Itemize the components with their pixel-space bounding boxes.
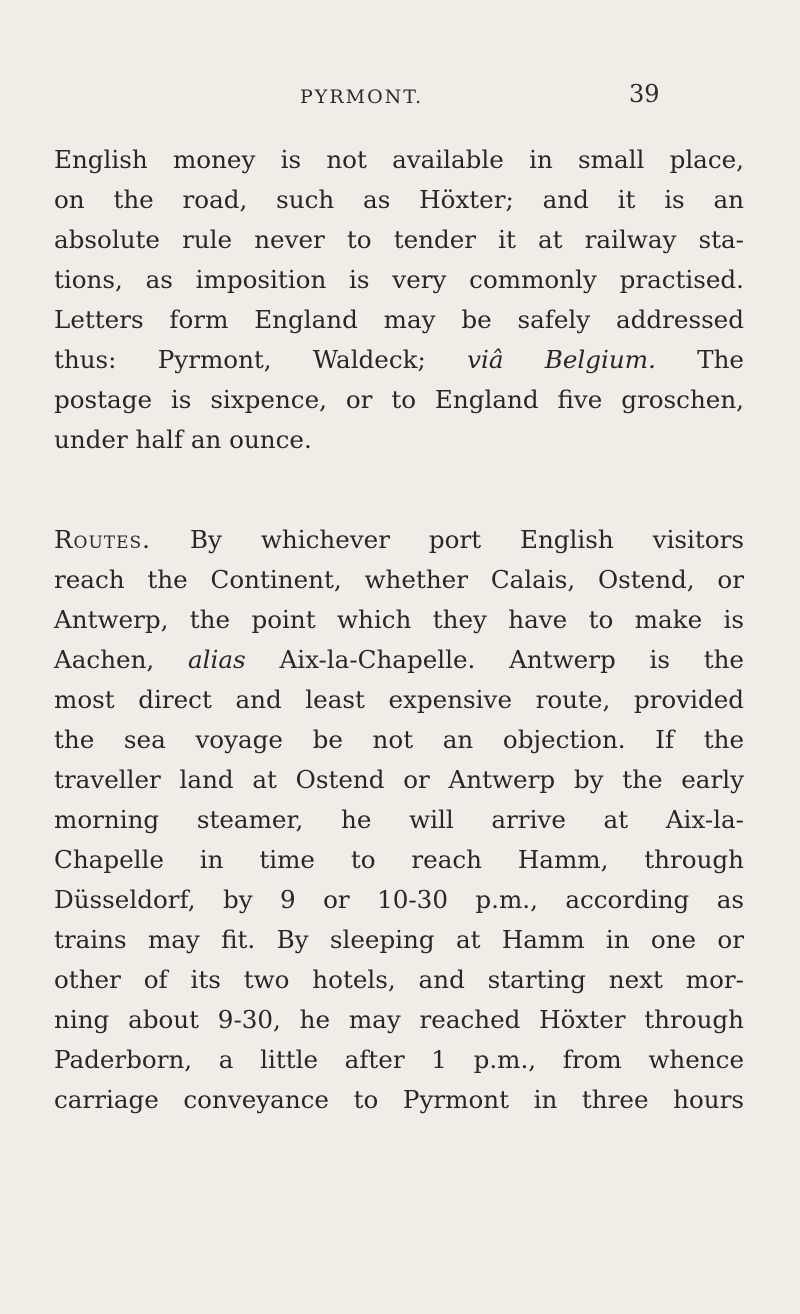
- text-line: carriage conveyance to Pyrmont in three hours: [54, 1085, 744, 1114]
- text-line: traveller land at Ostend or Antwerp by the early: [54, 765, 744, 794]
- text-segment: By whichever port English visitors: [189, 525, 744, 554]
- text-line: Chapelle in time to reach Hamm, through: [54, 845, 744, 874]
- text-line: on the road, such as Höxter; and it is an: [54, 185, 744, 214]
- text-line: other of its two hotels, and starting next mor-: [54, 965, 744, 994]
- text-line: [54, 520, 744, 560]
- italic-text: alias: [188, 645, 246, 674]
- page-number: 39: [629, 80, 660, 108]
- text-line: reach the Continent, whether Calais, Ostend, or: [54, 565, 744, 594]
- text-segment: thus: Pyrmont, Waldeck;: [54, 345, 426, 374]
- text-line: Paderborn, a little after 1 p.m., from whence: [54, 1045, 744, 1074]
- section-heading-routes: Routes.: [54, 525, 151, 554]
- text-line: trains may fit. By sleeping at Hamm in one or: [54, 925, 744, 954]
- running-title: PYRMONT.: [300, 86, 424, 108]
- text-segment: Aix-la-Chapelle. Antwerp is the: [279, 645, 744, 674]
- text-line: [54, 340, 744, 380]
- text-line: Düsseldorf, by 9 or 10-30 p.m., according as: [54, 885, 744, 914]
- text-line: the sea voyage be not an objection. If the: [54, 725, 744, 754]
- text-line: postage is sixpence, or to England five groschen,: [54, 385, 744, 414]
- text-line: under half an ounce.: [54, 425, 312, 454]
- text-line: morning steamer, he will arrive at Aix-la-: [54, 805, 744, 834]
- text-line: English money is not available in small place,: [54, 145, 744, 174]
- text-line: absolute rule never to tender it at railway sta-: [54, 225, 744, 254]
- text-line: [54, 640, 744, 680]
- text-line: Letters form England may be safely addressed: [54, 305, 744, 334]
- italic-text: viâ Belgium.: [467, 345, 656, 374]
- text-segment: Aachen,: [54, 645, 155, 674]
- text-line: tions, as imposition is very commonly practised.: [54, 265, 744, 294]
- running-head: [0, 80, 800, 116]
- text-line: Antwerp, the point which they have to make is: [54, 605, 744, 634]
- text-segment: The: [697, 345, 744, 374]
- text-line: ning about 9-30, he may reached Höxter through: [54, 1005, 744, 1034]
- text-line: most direct and least expensive route, provided: [54, 685, 744, 714]
